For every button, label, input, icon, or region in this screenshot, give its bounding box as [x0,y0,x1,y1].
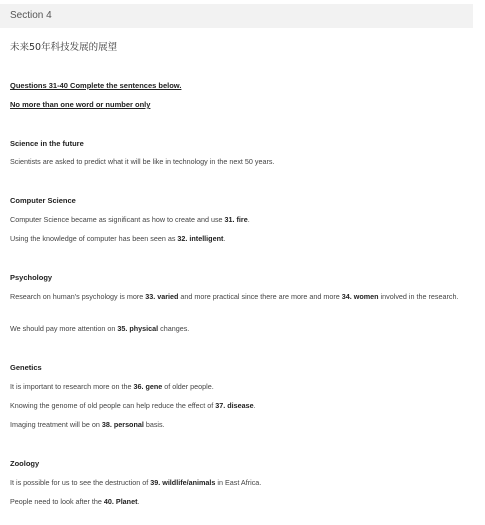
sentence-text: Research on human's psychology is more [10,292,146,301]
sentence-text: Computer Science became as significant as how to create and use [10,215,225,224]
science-heading: Science in the future [10,139,84,148]
psychology-sentence-1 [10,290,475,303]
computer-heading: Computer Science [10,196,76,205]
instructions-line-2: No more than one word or number only [10,100,151,109]
answer-31: 31. fire [224,215,248,224]
answer-40: 40. Planet [103,497,138,506]
answer-36: 36. gene [133,382,163,391]
sentence-text: It is important to research more on the [10,382,134,391]
sentence-text: changes. [158,324,190,333]
answer-38: 38. personal [101,420,144,429]
answer-35: 35. physical [117,324,159,333]
answer-37: 37. disease [215,401,254,410]
sentence-text: . [137,497,140,506]
answer-32: 32. intelligent [177,234,224,243]
section-label: Section 4 [10,10,52,21]
sentence-text: It is possible for us to see the destruction of [10,478,151,487]
psychology-sentence-2 [10,322,475,335]
science-text: Scientists are asked to predict what it will be like in technology in the next 50 years. [10,157,275,166]
genetics-sentence-2 [10,399,475,412]
genetics-heading: Genetics [10,363,42,372]
psychology-heading: Psychology [10,273,53,282]
sentence-text: People need to look after the [10,497,104,506]
sentence-text: Imaging treatment will be on [10,420,102,429]
sentence-text: in East Africa. [215,478,262,487]
sentence-text: . [253,401,256,410]
zoology-sentence-1 [10,476,475,489]
sentence-text: . [247,215,250,224]
answer-39: 39. wildlife/animals [150,478,216,487]
sentence-text: of older people. [162,382,214,391]
page-title: 未来50年科技发展的展望 [10,42,118,53]
computer-sentence-2 [10,232,475,245]
section-header [0,4,473,28]
genetics-sentence-3 [10,418,475,431]
sentence-text: involved in the research. [378,292,459,301]
sentence-text: Using the knowledge of computer has been seen as [10,234,178,243]
zoology-heading: Zoology [10,459,40,468]
sentence-text: . [223,234,226,243]
computer-sentence-1 [10,213,475,226]
instructions-line-1: Questions 31-40 Complete the sentences below. [10,81,182,90]
zoology-sentence-2 [10,495,475,508]
answer-34: 34. women [341,292,379,301]
genetics-sentence-1 [10,380,475,393]
sentence-text: Knowing the genome of old people can help reduce the effect of [10,401,216,410]
answer-33: 33. varied [145,292,179,301]
sentence-text: We should pay more attention on [10,324,118,333]
sentence-text: and more practical since there are more and more [178,292,342,301]
sentence-text: basis. [143,420,165,429]
